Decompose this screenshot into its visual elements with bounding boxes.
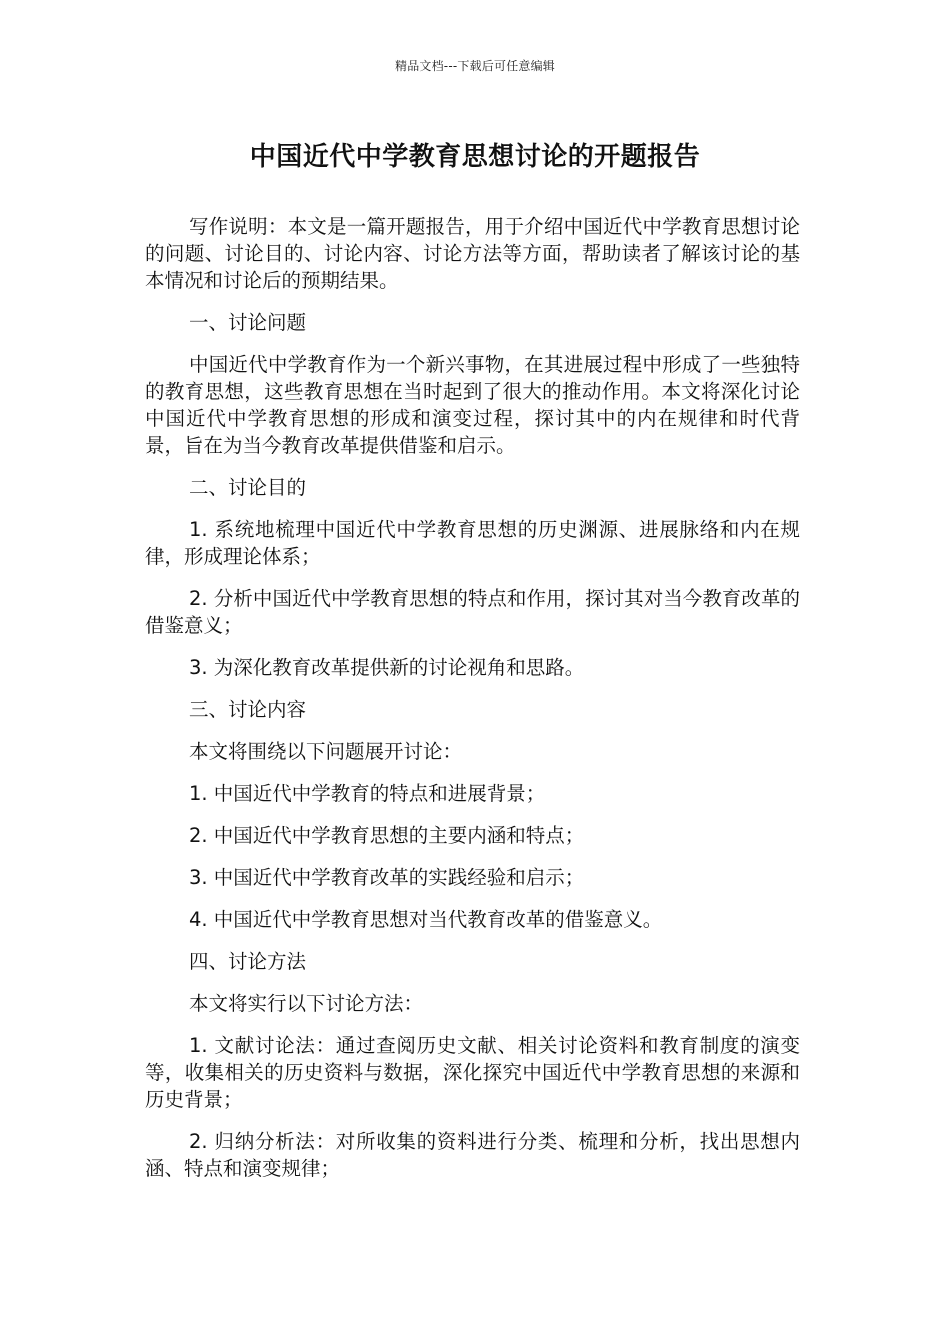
content-item-2: 2. 中国近代中学教育思想的主要内涵和特点； bbox=[189, 824, 585, 847]
purpose-item-1: 1. 系统地梳理中国近代中学教育思想的历史渊源、进展脉络和内在规律，形成理论体系； bbox=[145, 518, 800, 568]
purpose-item-3: 3. 为深化教育改革提供新的讨论视角和思路。 bbox=[189, 656, 585, 679]
paragraph-problem: 中国近代中学教育作为一个新兴事物，在其进展过程中形成了一些独特的教育思想，这些教育思想在当时起到了很大的推动作用。本文将深化讨论中国近代中学教育思想的形成和演变过程，探讨其中的内在规律和时代背景，旨在为当今教育改革提供借鉴和启示。 bbox=[145, 353, 800, 457]
section-heading-method: 四、讨论方法 bbox=[189, 950, 307, 973]
section-heading-problem: 一、讨论问题 bbox=[189, 311, 307, 334]
section-heading-purpose: 二、讨论目的 bbox=[189, 476, 307, 499]
content-item-1: 1. 中国近代中学教育的特点和进展背景； bbox=[189, 782, 546, 805]
content-item-4: 4. 中国近代中学教育思想对当代教育改革的借鉴意义。 bbox=[189, 908, 663, 931]
paragraph-content-intro: 本文将围绕以下问题展开讨论： bbox=[189, 740, 463, 763]
method-item-1: 1. 文献讨论法：通过查阅历史文献、相关讨论资料和教育制度的演变等，收集相关的历史资料与数据，深化探究中国近代中学教育思想的来源和历史背景； bbox=[145, 1034, 800, 1111]
paragraph-method-intro: 本文将实行以下讨论方法： bbox=[189, 992, 424, 1015]
document-title: 中国近代中学教育思想讨论的开题报告 bbox=[249, 142, 701, 172]
paragraph-writing-note: 写作说明：本文是一篇开题报告，用于介绍中国近代中学教育思想讨论的问题、讨论目的、讨论内容、讨论方法等方面，帮助读者了解该讨论的基本情况和讨论后的预期结果。 bbox=[145, 215, 800, 292]
content-item-3: 3. 中国近代中学教育改革的实践经验和启示； bbox=[189, 866, 585, 889]
header-note: 精品文档---下载后可任意编辑 bbox=[395, 59, 555, 73]
document-body bbox=[145, 213, 800, 1197]
purpose-item-2: 2. 分析中国近代中学教育思想的特点和作用，探讨其对当今教育改革的借鉴意义； bbox=[145, 587, 800, 637]
section-heading-content: 三、讨论内容 bbox=[189, 698, 307, 721]
method-item-2: 2. 归纳分析法：对所收集的资料进行分类、梳理和分析，找出思想内涵、特点和演变规律； bbox=[145, 1130, 800, 1180]
